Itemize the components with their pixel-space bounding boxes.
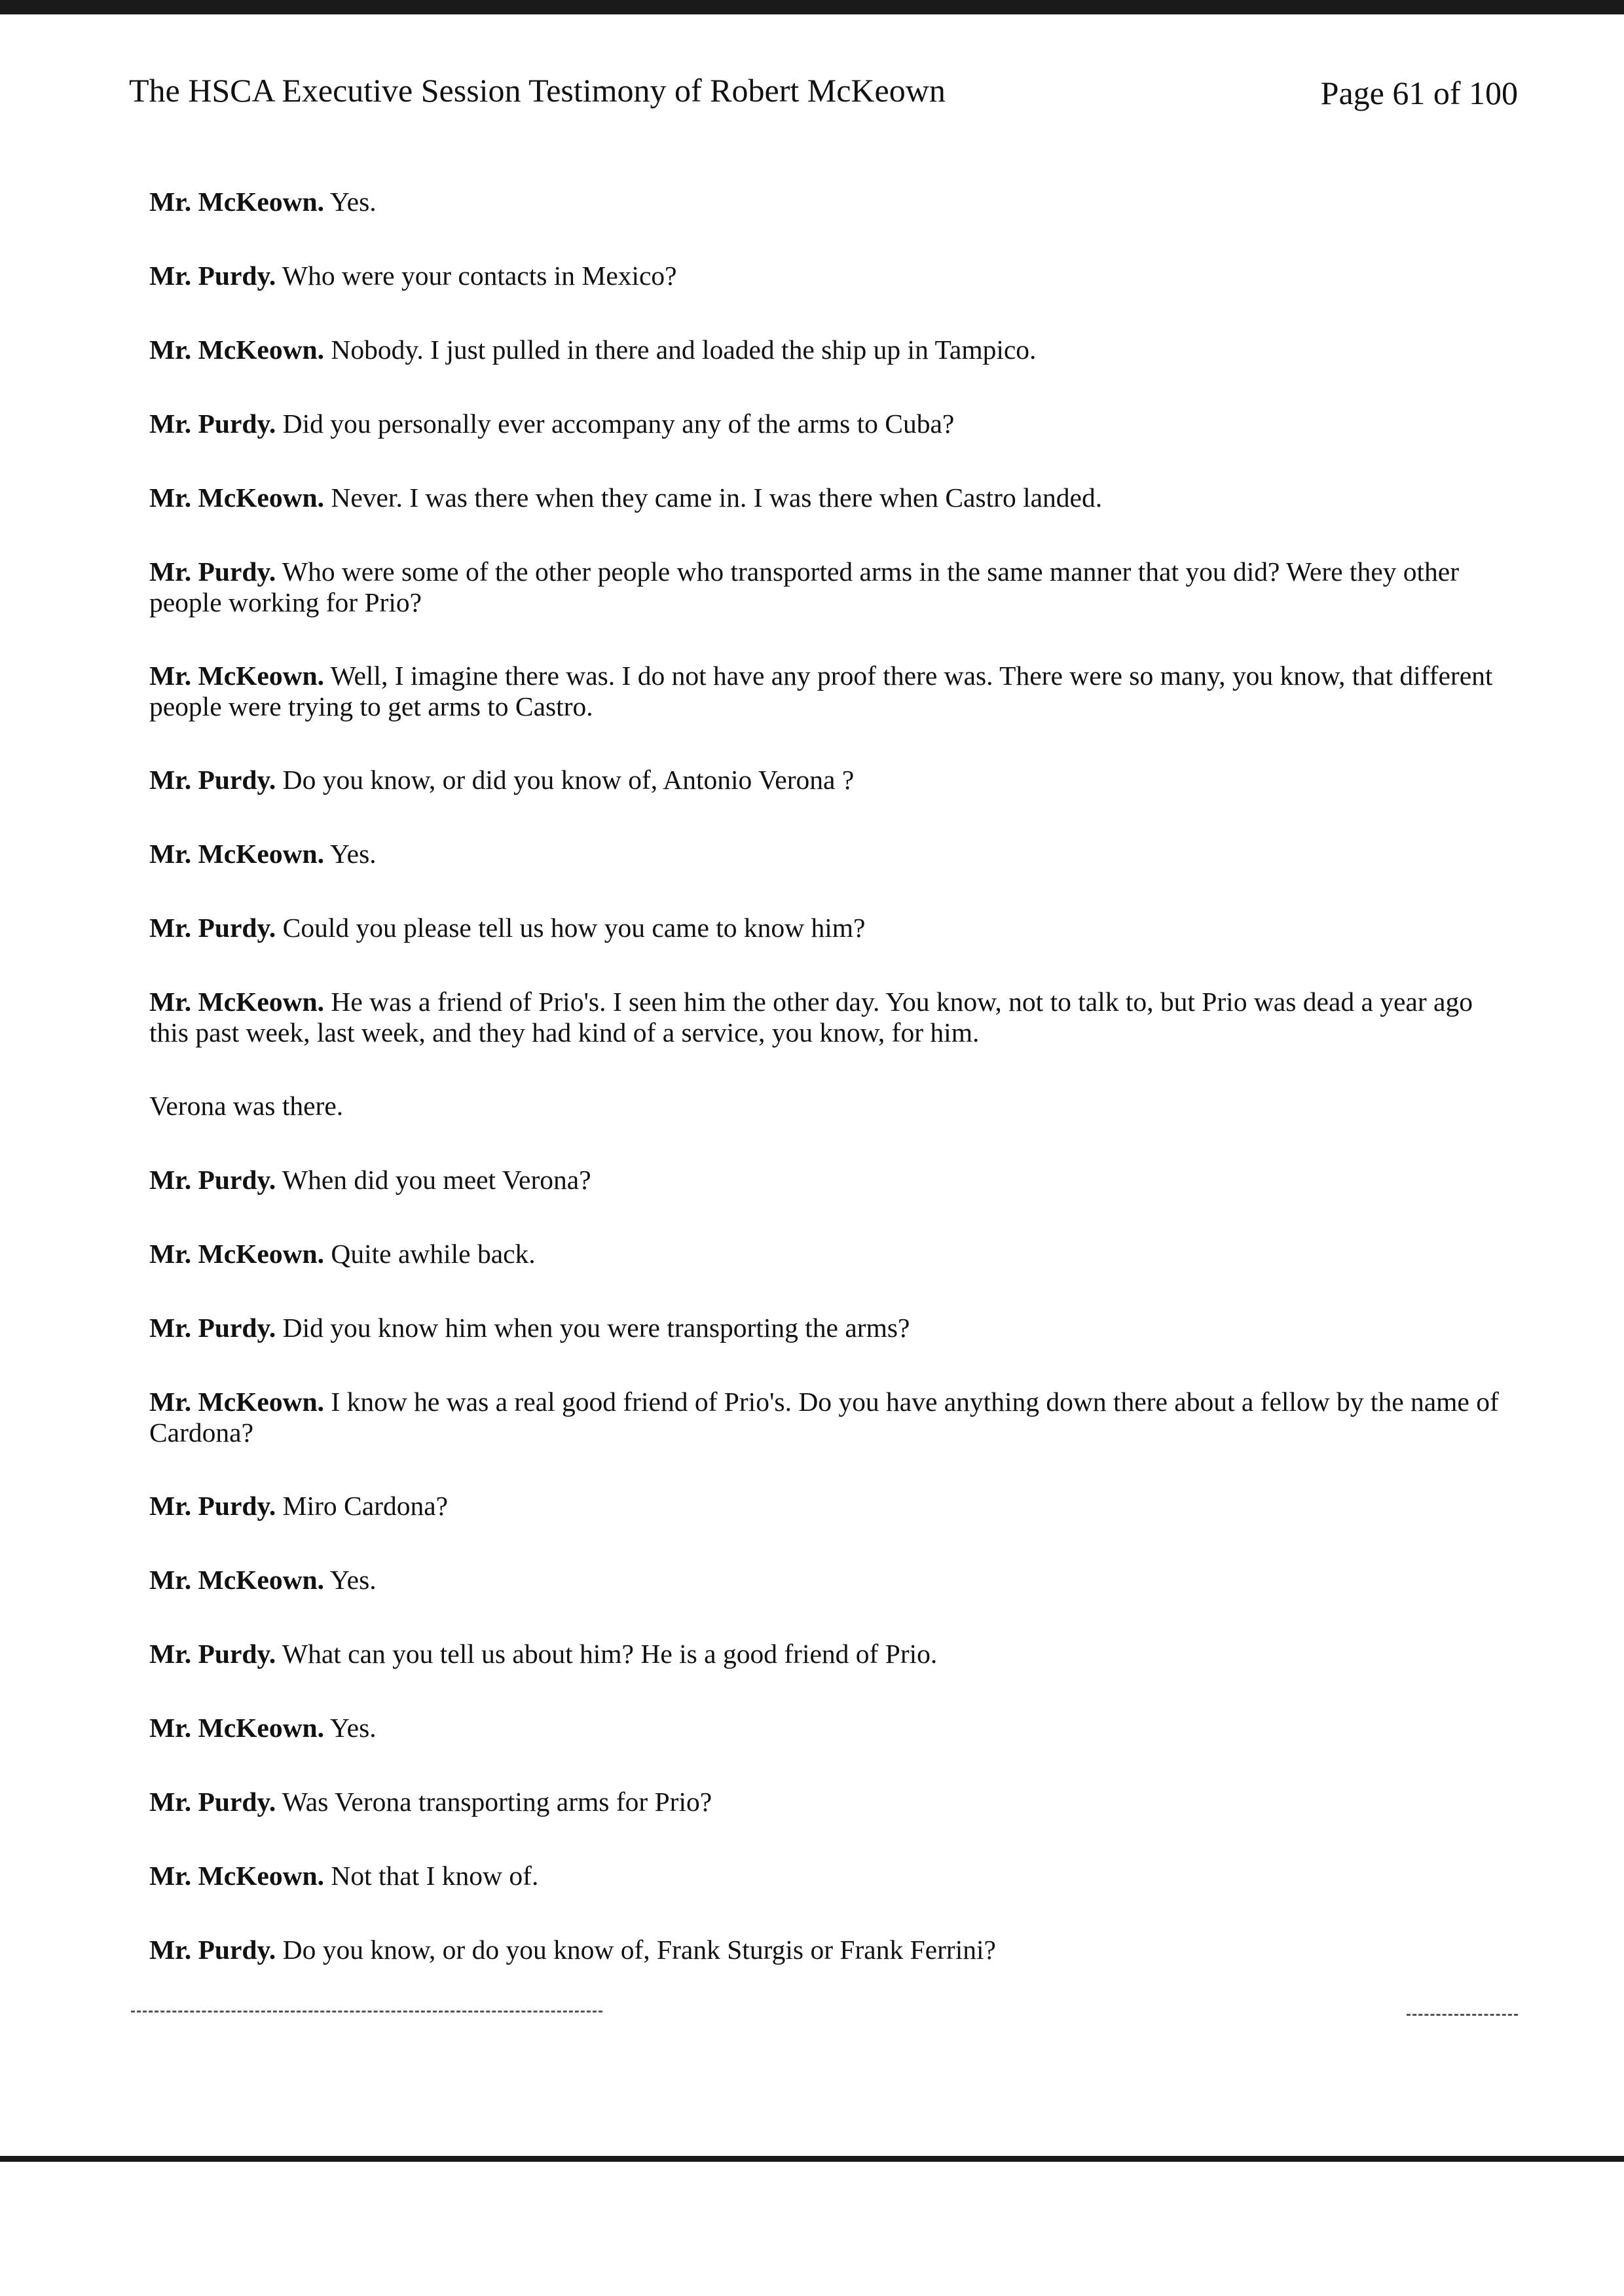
speaker-name: Mr. Purdy. (149, 1787, 276, 1817)
transcript-entry (149, 483, 1505, 513)
speaker-name: Mr. Purdy. (149, 409, 276, 439)
transcript-entry (149, 765, 1505, 795)
transcript (149, 187, 1505, 2009)
entry-text: Was Verona transporting arms for Prio? (276, 1787, 712, 1817)
document-title: The HSCA Executive Session Testimony of Robert McKeown (129, 72, 946, 109)
transcript-entry (149, 987, 1505, 1048)
transcript-entry (149, 1313, 1505, 1343)
transcript-entry (149, 1935, 1505, 1965)
transcript-entry (149, 1787, 1505, 1817)
speaker-name: Mr. McKeown. (149, 483, 324, 513)
entry-text: When did you meet Verona? (276, 1165, 591, 1195)
entry-text: Never. I was there when they came in. I was there when Castro landed. (324, 483, 1103, 513)
speaker-name: Mr. Purdy. (149, 1935, 276, 1965)
entry-text: I know he was a real good friend of Prio's. Do you have anything down there about a fellow by the name of Cardona? (149, 1387, 1499, 1448)
entry-text: Yes. (324, 839, 377, 869)
transcript-entry (149, 187, 1505, 217)
transcript-entry (149, 1239, 1505, 1269)
entry-text: Did you know him when you were transporting the arms? (276, 1313, 910, 1343)
speaker-name: Mr. Purdy. (149, 1491, 276, 1521)
transcript-entry (149, 1491, 1505, 1522)
entry-text: Did you personally ever accompany any of the arms to Cuba? (276, 409, 955, 439)
entry-text: What can you tell us about him? He is a good friend of Prio. (276, 1639, 938, 1669)
transcript-entry (149, 1091, 1505, 1121)
transcript-entry (149, 1639, 1505, 1669)
entry-text: Quite awhile back. (324, 1239, 536, 1269)
entry-text: Do you know, or did you know of, Antonio Verona ? (276, 765, 855, 795)
speaker-name: Mr. Purdy. (149, 261, 276, 291)
speaker-name: Mr. Purdy. (149, 1639, 276, 1669)
transcript-entry (149, 556, 1505, 618)
speaker-name: Mr. Purdy. (149, 1165, 276, 1195)
speaker-name: Mr. McKeown. (149, 335, 324, 365)
speaker-name: Mr. McKeown. (149, 987, 324, 1017)
speaker-name: Mr. McKeown. (149, 1239, 324, 1269)
entry-text: Yes. (324, 187, 377, 217)
speaker-name: Mr. Purdy. (149, 765, 276, 795)
transcript-entry (149, 1387, 1505, 1448)
scan-bottom-border (0, 2156, 1624, 2162)
footer-scan-artifact-left (131, 2011, 602, 2013)
speaker-name: Mr. McKeown. (149, 1713, 324, 1743)
transcript-entry (149, 1165, 1505, 1195)
speaker-name: Mr. Purdy. (149, 913, 276, 943)
entry-text: Well, I imagine there was. I do not have any proof there was. There were so many, you know, that different people were trying to get arms to Castro. (149, 661, 1493, 721)
transcript-entry (149, 1861, 1505, 1891)
transcript-entry (149, 1713, 1505, 1743)
speaker-name: Mr. Purdy. (149, 556, 276, 587)
speaker-name: Mr. Purdy. (149, 1313, 276, 1343)
entry-text: Who were some of the other people who transported arms in the same manner that you did? Were they other people working for Prio? (149, 556, 1460, 617)
entry-text: Do you know, or do you know of, Frank Sturgis or Frank Ferrini? (276, 1935, 996, 1965)
page-number: Page 61 of 100 (1320, 75, 1518, 111)
speaker-name: Mr. McKeown. (149, 661, 324, 691)
transcript-entry (149, 913, 1505, 943)
transcript-entry (149, 1565, 1505, 1595)
entry-text: Miro Cardona? (276, 1491, 449, 1521)
entry-text: Yes. (324, 1713, 377, 1743)
transcript-entry (149, 839, 1505, 869)
transcript-entry (149, 261, 1505, 291)
transcript-entry (149, 335, 1505, 365)
speaker-name: Mr. McKeown. (149, 839, 324, 869)
entry-text: He was a friend of Prio's. I seen him the other day. You know, not to talk to, but Prio was dead a year ago this past week, last week, and they had kind of a service, you know, for him. (149, 987, 1473, 1048)
footer-scan-artifact-right (1407, 2014, 1518, 2016)
entry-text: Not that I know of. (324, 1861, 539, 1891)
speaker-name: Mr. McKeown. (149, 1565, 324, 1595)
speaker-name: Mr. McKeown. (149, 1861, 324, 1891)
transcript-entry (149, 409, 1505, 439)
speaker-name: Mr. McKeown. (149, 1387, 324, 1417)
entry-text: Verona was there. (149, 1091, 344, 1121)
entry-text: Yes. (324, 1565, 377, 1595)
transcript-entry (149, 661, 1505, 722)
entry-text: Nobody. I just pulled in there and loaded the ship up in Tampico. (324, 335, 1037, 365)
entry-text: Could you please tell us how you came to know him? (276, 913, 866, 943)
speaker-name: Mr. McKeown. (149, 187, 324, 217)
scan-top-border (0, 0, 1624, 14)
entry-text: Who were your contacts in Mexico? (276, 261, 677, 291)
